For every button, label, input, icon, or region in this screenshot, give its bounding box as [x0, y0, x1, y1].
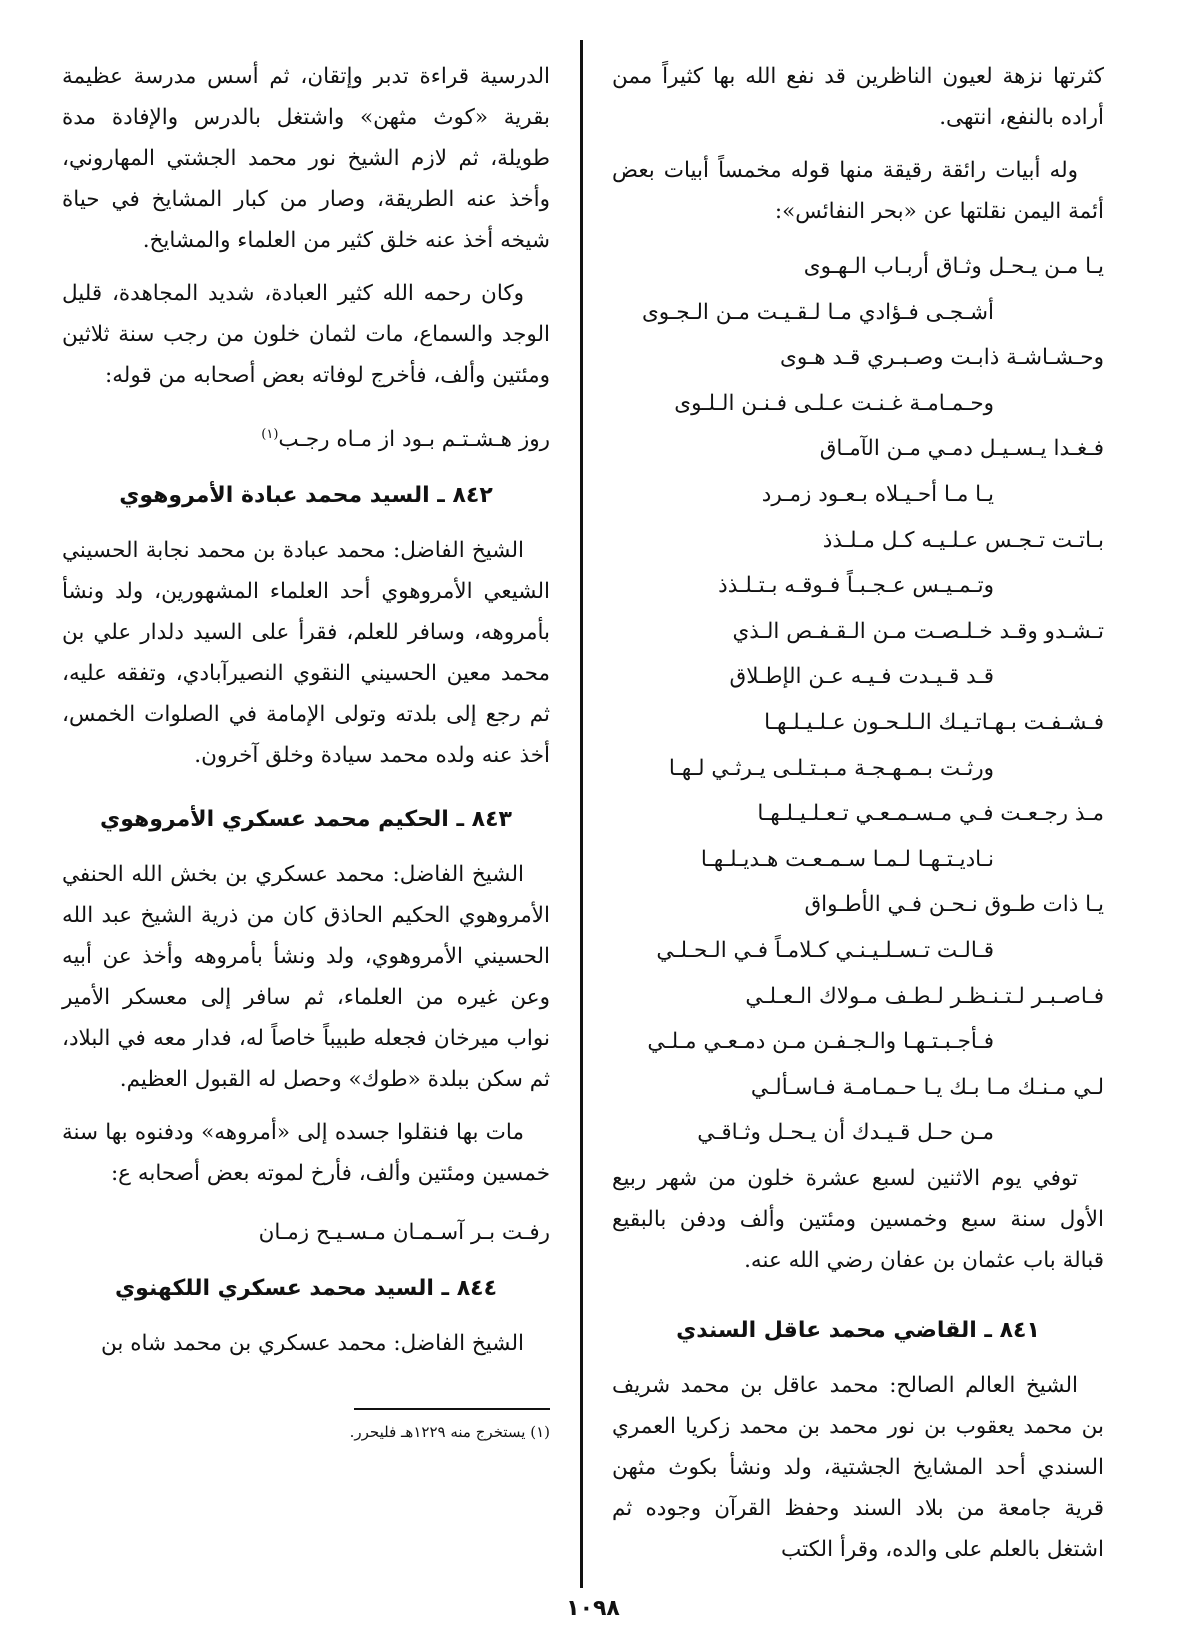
paragraph: الشيخ الفاضل: محمد عبادة بن محمد نجابة الحسيني الشيعي الأمروهوي أحد العلماء المشهورين، ولد ونشأ بأمروهه، وسافر للعلم، فقرأ على السيد دلدار علي بن محمد معين الحسيني النقوي النصيرآبادي، وتفقه عليه، ثم رجع إلى بلدته وتولى الإمامة في الصلوات الخمس، أخذ عنه ولده محمد سيادة وخلق آخرون. — [62, 538, 550, 769]
paragraph: الدرسية قراءة تدبر وإتقان، ثم أسس مدرسة عظيمة بقرية «كوث مثهن» واشتغل بالدرس والإفادة مدة طويلة، ثم لازم الشيخ نور محمد الجشتي المهاروني، وأخذ عنه الطريقة، وصار من كبار المشايخ في حياة شيخه أخذ عنه خلق كثير من العلماء والمشايخ. — [62, 64, 550, 253]
poem-line: يـا مـا أحـيـلاه بـعـود زمـرد — [761, 481, 994, 507]
poem-line: تـشـدو وقـد خـلـصـت مـن الـقـفـص الـذي — [732, 618, 1104, 644]
poem-line: وحـمـامـة غـنـت عـلـى فـنـن الـلـوى — [674, 390, 994, 416]
poem-line: يـا ذات طـوق نـحـن فـي الأطـواق — [804, 892, 1104, 918]
paragraph: مات بها فنقلوا جسده إلى «أمروهه» ودفنوه بها سنة خمسين ومئتين وألف، فأرخ لموته بعض أصحابه ع: — [62, 1120, 550, 1187]
left-column — [62, 56, 550, 1458]
column-divider — [580, 40, 583, 1588]
page-number: ١٠٩٨ — [566, 1596, 620, 1621]
paragraph: الشيخ العالم الصالح: محمد عاقل بن محمد شريف بن محمد يعقوب بن نور محمد بن محمد زكريا العمري السندي أحد المشايخ الجشتية، ولد ونشأ بكوث مثهن قرية جامعة من بلاد السند وحفظ القرآن وجوده ثم اشتغل بالعلم على والده، وقرأ الكتب — [612, 1372, 1104, 1562]
poem-line: مـن حـل قـيـدك أن يـحـل وثـاقـي — [697, 1120, 994, 1146]
persian-verse-text: روز هـشـتـم بـود از مـاه رجـب — [278, 427, 550, 453]
footnote-rule — [354, 1408, 550, 1410]
poem-line: نـاديـتـهـا لـمـا سـمـعـت هـديـلـهـا — [700, 846, 994, 872]
entry-heading-843: ٨٤٣ ـ الحكيم محمد عسكري الأمروهوي — [100, 807, 512, 833]
paragraph: وله أبيات رائقة رقيقة منها قوله مخمساً أبيات بعض أئمة اليمن نقلتها عن «بحر النفائس»: — [612, 158, 1104, 224]
poem-line: قـد قـيـدت فـيـه عـن الإطـلاق — [729, 664, 994, 690]
footnote: (١) يستخرج منه ١٢٢٩هـ فليحرر. — [349, 1423, 550, 1442]
poem-line: لـي مـنـك مـا بـك يـا حـمـامـة فـاسـألـي — [750, 1074, 1104, 1100]
entry-heading-841: ٨٤١ ـ القاضي محمد عاقل السندي — [676, 1317, 1040, 1343]
poem-line: فـشـفـت بـهـاتـيـك الـلـحـون عـلـيـلـهـا — [764, 709, 1104, 735]
poem-line: فـاصـبـر لـتـنـظـر لـطـف مـولاك الـعـلـي — [745, 983, 1104, 1009]
poem-line: بـاتـت تـجـس عـلـيـه كـل مـلـذذ — [822, 527, 1104, 553]
poem-line: فـأجـبـتـهـا والـجـفـن مـن دمـعـي مـلـي — [647, 1029, 994, 1055]
poem-line: وحـشـاشـة ذابـت وصـبـري قـد هـوى — [780, 345, 1104, 371]
poem-line: قـالـت تـسـلـيـنـي كـلامـاً فـي الـحـلـي — [656, 937, 994, 963]
poem-line: مـذ رجـعـت فـي مـسـمـعـي تـعـلـيـلـهـا — [757, 801, 1104, 827]
poem-line: أشـجـى فـؤادي مـا لـقـيـت مـن الـجـوى — [641, 299, 994, 325]
footnote-marker: (١) — [261, 427, 279, 442]
entry-heading-844: ٨٤٤ ـ السيد محمد عسكري اللكهنوي — [114, 1276, 498, 1302]
right-column — [612, 56, 1104, 1582]
paragraph: الشيخ الفاضل: محمد عسكري بن بخش الله الحنفي الأمروهوي الحكيم الحاذق كان من ذرية الشيخ عبد الله الحسيني الأمروهوي، ولد ونشأ بأمروهه وأخذ عن أبيه وعن غيره من العلماء، ثم سافر إلى معسكر الأمير نواب ميرخان فجعله طبيباً خاصاً له، فدار معه في البلاد، ثم سكن ببلدة «طوك» وحصل له القبول العظيم. — [62, 862, 550, 1093]
paragraph: توفي يوم الاثنين لسبع عشرة خلون من شهر ربيع الأول سنة سبع وخمسين ومئتين وألف ودفن بالبقيع قبالة باب عثمان بن عفان رضي الله عنه. — [612, 1165, 1104, 1273]
poem-line: فـغـدا يـسـيـل دمـي مـن الآمـاق — [819, 436, 1104, 462]
paragraph: كثرتها نزهة لعيون الناظرين قد نفع الله بها كثيراً ممن أراده بالنفع، انتهى. — [612, 64, 1104, 130]
poem-line: وتـمـيـس عـجـبـاً فـوقـه بـتـلـذذ — [718, 573, 994, 599]
persian-verse — [62, 414, 550, 460]
entry-heading-842: ٨٤٢ ـ السيد محمد عبادة الأمروهوي — [119, 483, 493, 509]
poem — [612, 244, 1104, 1156]
paragraph: وكان رحمه الله كثير العبادة، شديد المجاهدة، قليل الوجد والسماع، مات لثمان خلون من رجب سنة ثلاثين ومئتين وألف، فأخرج لوفاته بعض أصحابه من قوله: — [62, 281, 550, 388]
persian-verse-2: رفـت بـر آسـمـان مـسـيـح زمـان — [258, 1220, 550, 1246]
poem-line: يـا مـن يـحـل وثـاق أربـاب الـهـوى — [803, 254, 1104, 279]
paragraph: الشيخ الفاضل: محمد عسكري بن محمد شاه بن — [101, 1331, 524, 1357]
poem-line: ورثـت بـمـهـجـة مـبـتـلـى يـرثـي لـهـا — [668, 755, 994, 781]
